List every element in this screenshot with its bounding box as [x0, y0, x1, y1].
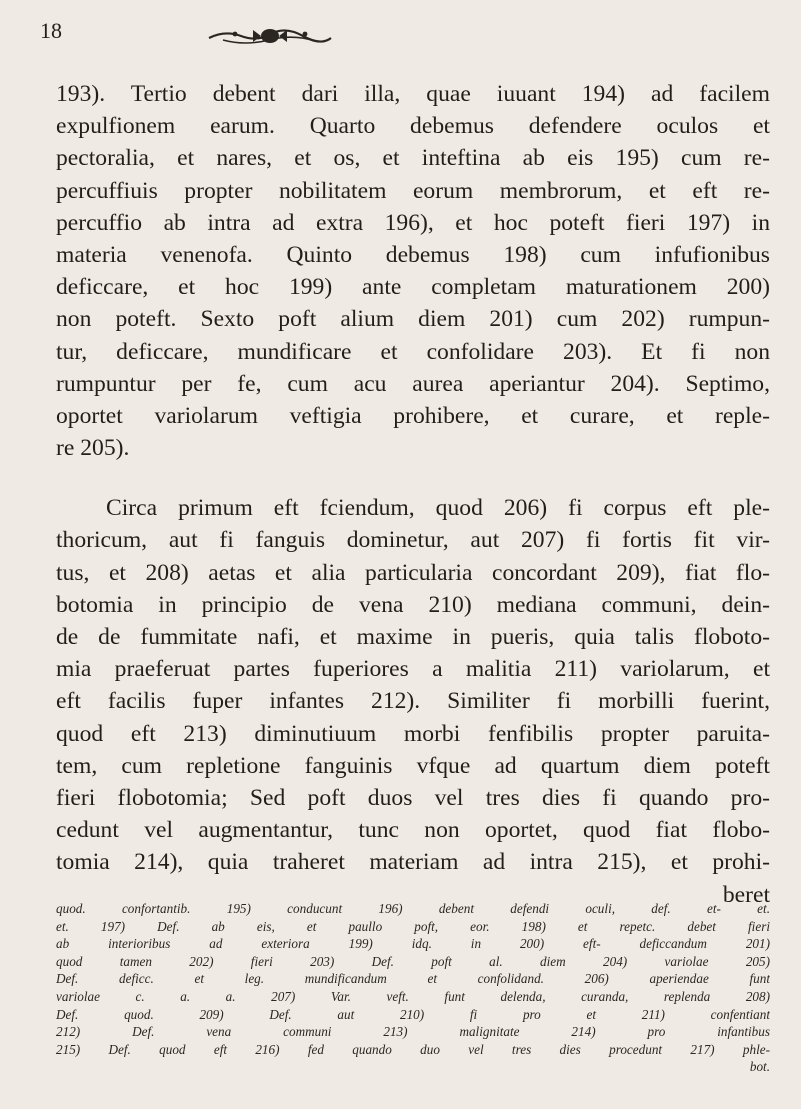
footnote-line: Def. deficc. et leg. mundificandum et confolidand. 206) aperiendae funt: [56, 971, 770, 987]
body-line: re 205).: [56, 435, 130, 462]
body-line: fieri flobotomia; Sed poft duos vel tres dies fi quando pro-: [56, 784, 770, 811]
footnote-line: Def. quod. 209) Def. aut 210) fi pro et 211) confentiant: [56, 1006, 770, 1022]
catchword: beret: [722, 881, 770, 908]
paragraph-gap: [56, 464, 770, 492]
footnote-line: bot.: [749, 1059, 770, 1075]
body-line: botomia in principio de vena 210) mediana communi, dein-: [56, 591, 770, 618]
body-line: materia venenofa. Quinto debemus 198) cum infufionibus: [56, 241, 770, 268]
body-line: tur, deficcare, mundificare et confolidare 203). Et fi non: [56, 338, 770, 365]
body-line: mia praeferuat partes fuperiores a malitia 211) variolarum, et: [56, 656, 770, 683]
body-line: oportet variolarum veftigia prohibere, et curare, et reple-: [56, 402, 770, 429]
footnote-line: variolae c. a. a. 207) Var. veft. funt delenda, curanda, replenda 208): [56, 988, 770, 1004]
body-line: deficcare, et hoc 199) ante completam maturationem 200): [56, 274, 770, 301]
main-text: [56, 78, 770, 911]
body-line: tem, cum repletione fanguinis vfque ad quartum diem poteft: [56, 752, 770, 779]
body-line: percuffiuis propter nobilitatem eorum membrorum, et eft re-: [56, 177, 770, 204]
body-line: tomia 214), quia traheret materiam ad intra 215), et prohi-: [56, 849, 770, 876]
footnote-line: quod tamen 202) fieri 203) Def. poft al. diem 204) variolae 205): [56, 953, 770, 969]
body-line: tus, et 208) aetas et alia particularia concordant 209), fiat flo-: [56, 559, 770, 586]
footnote-line: ab interioribus ad exteriora 199) idq. in 200) eft- deficcandum 201): [56, 936, 770, 952]
printer-ornament-icon: [205, 24, 335, 48]
body-line: pectoralia, et nares, et os, et inteftina ab eis 195) cum re-: [56, 145, 770, 172]
body-line: de de fummitate nafi, et maxime in pueris, quia talis floboto-: [56, 624, 770, 650]
body-line: expulfionem earum. Quarto debemus defendere oculos et: [56, 113, 770, 140]
body-line: non poteft. Sexto poft alium diem 201) cum 202) rumpun-: [56, 306, 770, 333]
footnote-line: et. 197) Def. ab eis, et paullo poft, eor. 198) et repetc. debet fieri: [56, 918, 770, 934]
footnote-line: 215) Def. quod eft 216) fed quando duo vel tres dies procedunt 217) phle-: [56, 1041, 770, 1057]
body-line: rumpuntur per fe, cum acu aurea aperiantur 204). Septimo,: [56, 370, 770, 397]
footnotes: [56, 900, 770, 1076]
body-line: eft facilis fuper infantes 212). Similiter fi morbilli fuerint,: [56, 688, 770, 715]
footnote-line: 212) Def. vena communi 213) malignitate 214) pro infantibus: [56, 1024, 770, 1040]
body-line: thoricum, aut fi fanguis dominetur, aut 207) fi fortis fit vir-: [56, 527, 770, 554]
page-number: 18: [40, 18, 62, 43]
footnote-line: quod. confortantib. 195) conducunt 196) debent defendi oculi, def. et- et.: [56, 901, 770, 916]
body-line: cedunt vel augmentantur, tunc non oportet, quod fiat flobo-: [56, 817, 770, 844]
body-line: Circa primum eft fciendum, quod 206) fi corpus eft ple-: [106, 495, 770, 522]
body-line: percuffio ab intra ad extra 196), et hoc poteft fieri 197) in: [56, 209, 770, 236]
body-line: 193). Tertio debent dari illa, quae iuuant 194) ad facilem: [56, 81, 770, 107]
body-line: quod eft 213) diminutiuum morbi fenfibilis propter paruita-: [56, 720, 770, 747]
